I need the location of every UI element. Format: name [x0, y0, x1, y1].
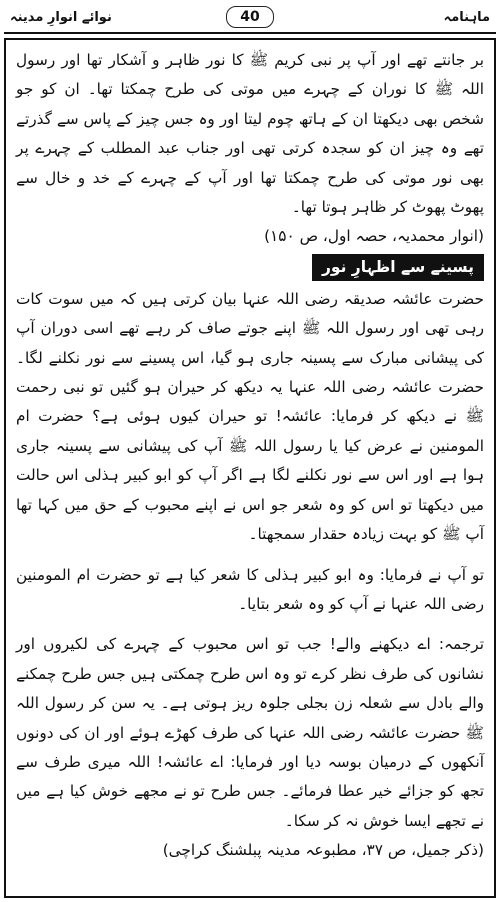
content-frame	[4, 38, 496, 898]
paragraph-1: بر جانتے تھے اور آپ پر نبی کریم ﷺ کا نور ظاہر و آشکار تھا اور رسول اللہ ﷺ کا نوران کے چہرے میں موتی کی طرح چمکتا تھا۔ ان کو جو شخص بھی دیکھتا ان کے ہاتھ چوم لیتا اور وہ جس چیز کے پاس سے گذرتے تھے وہ چیز ان کو سجدہ کرتی تھی اور جناب عبد المطلب کے چہرے پر بھی نور موتی کی طرح چمکتا تھا اور آپ کے چہرے کے خد و خال سے پھوٹ پھوٹ کر ظاہر ہوتا تھا۔	[16, 51, 484, 217]
spacer	[16, 550, 484, 561]
page-number: 40	[226, 6, 274, 28]
section-heading: پسینے سے اظہارِ نور	[312, 254, 484, 281]
paragraph-4: ترجمہ: اے دیکھنے والے! جب تو اس محبوب کے چہرے کی لکیروں اور نشانوں کی طرف نظر کرے تو وہ اس طرح چمکتی ہیں جس طرح چمکنے والے بادل سے شعلہ زن بجلی جلوہ ریز ہوتی ہے۔ یہ سن کر رسول اللہ ﷺ حضرت عائشہ رضی اللہ عنہا کی طرف کھڑے ہوئے اور ان کی دونوں آنکھوں کے درمیان بوسہ دیا اور فرمایا: اے عائشہ! اللہ میری طرف سے تجھ کو جزائے خیر عطا فرمائے۔ جس طرح تو نے مجھے خوش کیا ہے میں نے تجھے ایسا خوش نہ کر سکا۔	[16, 635, 484, 830]
paragraph-3: تو آپ نے فرمایا: وہ ابو کبیر ہذلی کا شعر کیا ہے تو حضرت ام المومنین رضی اللہ عنہا نے آپ کو وہ شعر بتایا۔	[16, 565, 484, 613]
paragraph-2: حضرت عائشہ صدیقہ رضی اللہ عنہا بیان کرتی ہیں کہ میں سوت کات رہی تھی اور رسول اللہ ﷺ اپنے جوتے صاف کر رہے تھے اسی دوران آپ کی پیشانی مبارک سے پسینہ جاری ہو گیا، اس پسینے سے نور نکلنے لگا۔ حضرت عائشہ رضی اللہ عنہا یہ دیکھ کر حیران ہو گئیں تو نبی رحمت ﷺ نے دیکھ کر فرمایا: عائشہ! تو حیران کیوں ہوئی ہے؟ حضرت ام المومنین نے عرض کیا یا رسول اللہ ﷺ آپ کی پیشانی سے پسینہ جاری ہوا ہے اور اس سے نور نکلنے لگا ہے اگر آپ کو ابو کبیر ہذلی اس حالت میں دیکھتا تو اس کو وہ شعر جو اس نے اپنے محبوب کے حق میں کہا تھا آپ ﷺ کو بہت زیادہ حقدار سمجھتا۔	[16, 289, 484, 544]
section-heading-wrap	[16, 252, 484, 285]
magazine-title: نوائے انوارِ مدینہ	[10, 10, 112, 25]
article-body	[6, 40, 494, 866]
page-header	[4, 4, 496, 34]
magazine-page	[4, 4, 496, 898]
reference-2: (ذکر جمیل، ص ۳۷، مطبوعہ مدینہ پبلشنگ کراچی)	[162, 841, 484, 860]
reference-1: (انوار محمدیہ، حصہ اول، ص ۱۵۰)	[264, 227, 484, 246]
spacer	[16, 619, 484, 630]
header-rule	[4, 32, 496, 34]
magazine-name: ماہنامہ	[443, 10, 490, 25]
